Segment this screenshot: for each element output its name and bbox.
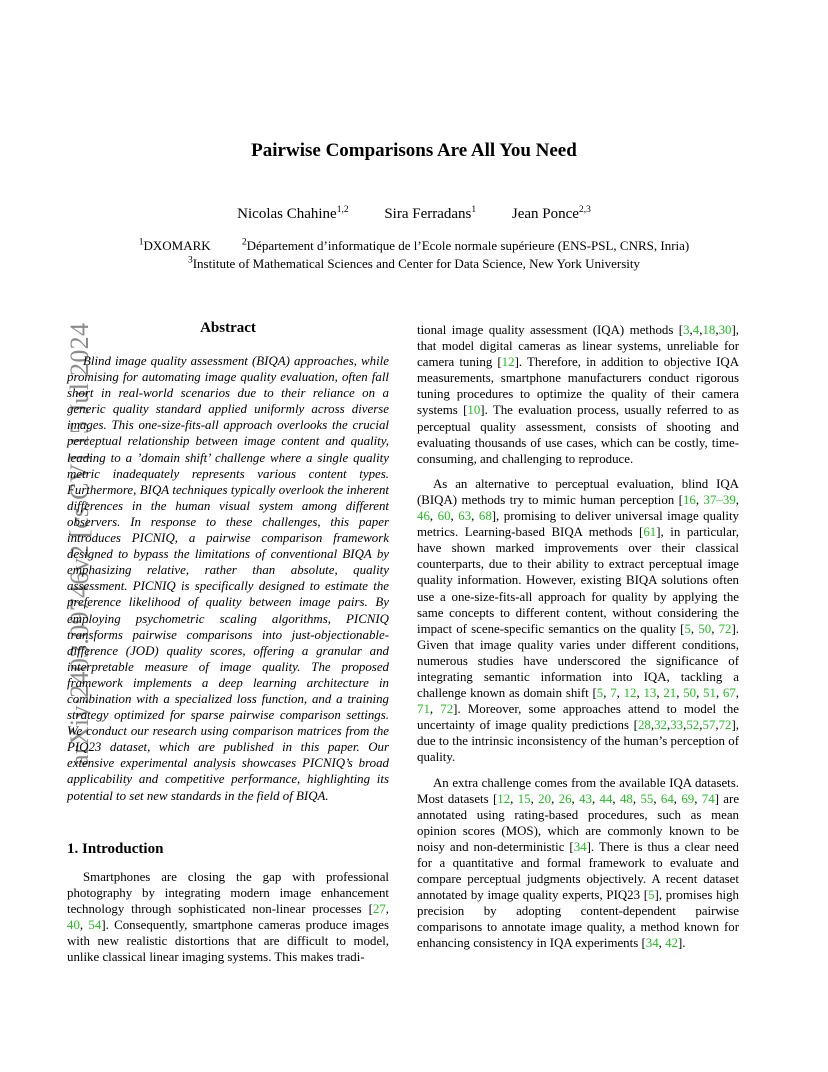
citation-link[interactable]: 74 [701, 791, 715, 806]
citation-link[interactable]: 67 [722, 686, 736, 701]
citation-link[interactable]: 10 [467, 403, 481, 418]
citation-link[interactable]: 4 [692, 323, 700, 337]
right-column [417, 322, 739, 961]
abstract-heading: Abstract [200, 320, 256, 336]
affiliation: $^2$Département d’informatique de l’Ecole normale supérieure (ENS-PSL, CNRS, Inria) [241, 237, 690, 253]
citation-link[interactable]: 51 [703, 686, 716, 701]
citation-link[interactable]: 20 [538, 791, 552, 806]
citation-link[interactable]: 5 [684, 621, 691, 636]
body-paragraph: As an alternative to perceptual evaluation, blind IQA (BIQA) methods try to mimic human perception [16, 37–39, 46, 60, 63, 68], promising to deliver universal image quality metrics. Learning-based BIQA methods [61], in particular, have shown marked improvements over their classical counterparts, due to their ability to extract perceptual image quality information. However, existing BIQA solutions often use a one-size-fits-all approach for quality by applying the same concepts to different content, without considering the impact of scene-specific semantics on the quality [5, 50, 72]. Given that image quality varies under different conditions, numerous studies have underscored the significance of integrating semantic information into IQA, tackling a challenge known as domain shift [5, 7, 12, 13, 21, 50, 51, 67, 71, 72]. Moreover, some approaches attend to model the uncertainty of image quality predictions [28,32,33,52,57,72], due to the intrinsic inconsistency of the human’s perception of quality. [417, 476, 740, 765]
citation-link[interactable]: 37–39 [703, 492, 736, 507]
citation-link[interactable]: 64 [660, 791, 674, 806]
intro-paragraph: Smartphones are closing the gap with professional photography by integrating modern image enhancement technology through sophisticated non-linear processes [27, 40, 54]. Consequently, smartphone cameras produce images with new realistic distortions that are difficult to model, unlike classical linear imaging systems. This makes tradi- [67, 870, 389, 965]
citation-link[interactable]: 5 [648, 888, 655, 903]
author-list [0, 206, 828, 223]
citation-link[interactable]: 27 [372, 902, 386, 917]
author: Sira Ferradans$^1$ [384, 205, 477, 222]
citation-link[interactable]: 16 [682, 492, 696, 507]
citation-link[interactable]: 32 [654, 718, 667, 733]
citation-link[interactable]: 46 [417, 509, 430, 524]
citation-link[interactable]: 52 [686, 718, 700, 733]
body-paragraph: tional image quality assessment (IQA) methods [3,4,18,30], that model digital cameras as linear systems, unreliable for camera tuning [12]. Therefore, in addition to objective IQA measurements, smartphone manufacturers conduct rigorous tuning procedures to optimize the quality of their camera systems [10]. The evaluation process, usually referred to as perceptual quality assessment, consists of shooting and evaluating thousands of use cases, which can be costly, time-consuming, and challenging to reproduce. [417, 323, 739, 466]
author: Jean Ponce$^{2,3}$ [511, 205, 591, 222]
citation-link[interactable]: 34 [573, 839, 587, 854]
citation-link[interactable]: 63 [458, 509, 472, 524]
citation-link[interactable]: 12 [501, 355, 515, 370]
abstract-text [67, 353, 389, 804]
citation-link[interactable]: 18 [702, 323, 716, 337]
citation-link[interactable]: 26 [558, 791, 572, 806]
citation-link[interactable]: 44 [599, 791, 613, 806]
citation-link[interactable]: 48 [619, 791, 633, 806]
citation-link[interactable]: 61 [643, 525, 657, 540]
citation-link[interactable]: 7 [610, 686, 617, 701]
body-paragraph: An extra challenge comes from the available IQA datasets. Most datasets [12, 15, 20, 26, 43, 44, 48, 55, 64, 69, 74] are annotated using rating-based procedures, such as mean opinion scores (MOS), which are commonly known to be noisy and non-deterministic [34]. There is thus a clear need for a quantitative and formal framework to evaluate and compare perceptual judgments objectively. A recent dataset annotated by image quality experts, PIQ23 [5], promises high precision by adopting content-dependent pairwise comparisons to annotate image quality, a method known for enhancing consistency in IQA experiments [34, 42]. [417, 775, 740, 951]
citation-link[interactable]: 72 [718, 718, 732, 733]
citation-link[interactable]: 60 [437, 509, 451, 524]
citation-link[interactable]: 28 [637, 718, 651, 733]
citation-link[interactable]: 15 [517, 791, 531, 806]
citation-link[interactable]: 72 [718, 621, 732, 636]
citation-link[interactable]: 55 [640, 791, 654, 806]
citation-link[interactable]: 12 [623, 686, 637, 701]
section-heading: 1. Introduction [67, 841, 164, 857]
citation-link[interactable]: 34 [645, 936, 659, 951]
citation-link[interactable]: 57 [702, 718, 716, 733]
citation-link[interactable]: 12 [497, 791, 511, 806]
citation-link[interactable]: 50 [698, 621, 712, 636]
citation-link[interactable]: 43 [579, 791, 592, 806]
citation-link[interactable]: 69 [681, 791, 695, 806]
citation-link[interactable]: 71 [417, 702, 430, 717]
author: Nicolas Chahine$^{1,2}$ [237, 205, 349, 222]
citation-link[interactable]: 50 [683, 686, 697, 701]
citation-link[interactable]: 21 [663, 686, 677, 701]
citation-link[interactable]: 72 [440, 702, 454, 717]
paper-title: Pairwise Comparisons Are All You Need [251, 140, 577, 161]
affiliation: $^3$Institute of Mathematical Sciences and Center for Data Science, New York University [187, 255, 641, 271]
citation-link[interactable]: 68 [478, 509, 492, 524]
arxiv-id: arXiv:2403.09746v2 [cs.CV] 15 Jul 2024 [65, 322, 94, 766]
citation-link[interactable]: 40 [67, 918, 80, 933]
citation-link[interactable]: 30 [718, 323, 732, 337]
intro-column [67, 869, 389, 966]
affiliation-line [0, 238, 828, 254]
citation-link[interactable]: 33 [670, 718, 684, 733]
citation-link[interactable]: 3 [683, 323, 690, 337]
citation-link[interactable]: 54 [88, 918, 102, 933]
arxiv-stamp [20, 296, 94, 766]
citation-link[interactable]: 42 [665, 936, 678, 951]
abstract-paragraph: Blind image quality assessment (BIQA) approaches, while promising for automating image quality evaluation, often fall short in real-world scenarios due to their reliance on a generic quality standard applied uniformly across diverse images. This one-size-fits-all approach overlooks the crucial perceptual relationship between image content and quality, leading to a ’domain shift’ challenge where a single quality metric inadequately represents various content types. Furthermore, BIQA techniques typically overlook the inherent differences in the human visual system among different observers. In response to these challenges, this paper introduces PICNIQ, a pairwise comparison framework designed to bypass the limitations of conventional BIQA by emphasizing relative, rather than absolute, quality assessment. PICNIQ is specifically designed to estimate the preference likelihood of quality between image pairs. By employing psychometric scaling algorithms, PICNIQ transforms pairwise comparisons into just-objectionable-difference (JOD) quality scores, offering a granular and interpretable measure of image quality. The proposed framework implements a deep learning architecture in combination with a specialized loss function, and a training strategy optimized for sparse pairwise comparison settings. We conduct our research using comparison matrices from the PIQ23 dataset, which are published in this paper. Our extensive experimental analysis showcases PICNIQ’s broad applicability and competitive performance, highlighting its potential to set new standards in the field of BIQA. [67, 354, 389, 803]
affiliation: $^1$DXOMARK [138, 237, 211, 253]
citation-link[interactable]: 5 [596, 686, 604, 701]
citation-link[interactable]: 13 [643, 686, 657, 701]
